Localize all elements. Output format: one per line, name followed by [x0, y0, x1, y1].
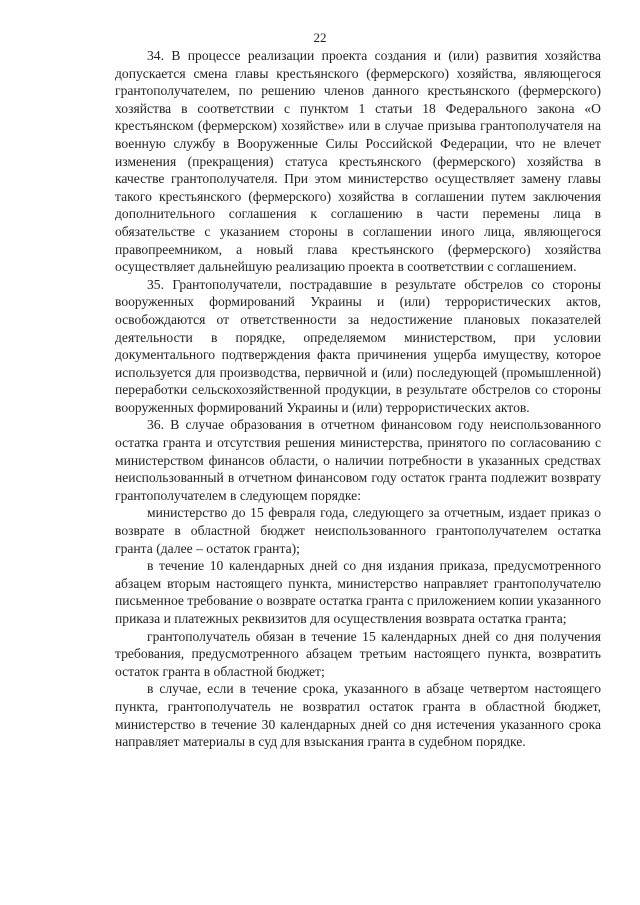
paragraph-36: 36. В случае образования в отчетном финансовом году неиспользованного остатка гранта и отсутствия решения министерства, принятого по согласованию с министерством финансов области, о наличии потребности в указанных средствах неиспользованный в отчетном финансовом году остаток гранта подлежит возврату грантополучателем в следующем порядке: — [115, 417, 601, 503]
paragraph-36-subclause-1: министерство до 15 февраля года, следующего за отчетным, издает приказ о возврате в областной бюджет неиспользованного грантополучателем остатка гранта (далее – остаток гранта); — [115, 505, 601, 556]
paragraph-36-subclause-3: грантополучатель обязан в течение 15 календарных дней со дня получения требования, предусмотренного абзацем третьим настоящего пункта, возвратить остаток гранта в областной бюджет; — [115, 628, 601, 679]
paragraph-35: 35. Грантополучатели, пострадавшие в результате обстрелов со стороны вооруженных формирований Украины и (или) террористических актов, освобождаются от ответственности за недостижение плановых показателей деятельности в порядке, определяемом министерством, при условии документального подтверждения факта причинения ущерба имуществу, которое используется для производства, первичной и (или) последующей (промышленной) переработки сельскохозяйственной продукции, в результате обстрелов со стороны вооруженных формирований Украины и (или) террористических актов. — [115, 276, 601, 415]
paragraph-36-subclause-2: в течение 10 календарных дней со дня издания приказа, предусмотренного абзацем вторым настоящего пункта, министерство направляет грантополучателю письменное требование о возврате остатка гранта с приложением копии указанного приказа и платежных реквизитов для осуществления возврата остатка гранта; — [115, 558, 601, 626]
paragraph-36-subclause-4: в случае, если в течение срока, указанного в абзаце четвертом настоящего пункта, грантополучатель не возвратил остаток гранта в областной бюджет, министерство в течение 30 календарных дней со дня истечения указанного срока направляет материалы в суд для взыскания гранта в судебном порядке. — [115, 681, 601, 750]
paragraph-34: 34. В процессе реализации проекта создания и (или) развития хозяйства допускается смена главы крестьянского (фермерского) хозяйства, являющегося грантополучателем, по решению членов данного крестьянского (фермерского) хозяйства в соответствии с пунктом 1 статьи 18 Федерального закона «О крестьянском (фермерском) хозяйстве» или в случае призыва грантополучателя на военную службу в Вооруженные Силы Российской Федерации, что не влечет изменения (прекращения) статуса крестьянского (фермерского) хозяйства в качестве грантополучателя. При этом министерство осуществляет замену главы такого крестьянского (фермерского) хозяйства в соглашении путем заключения дополнительного соглашения к соглашению в части перемены лица в обязательстве с указанием стороны в соглашении иного лица, являющегося правопреемником, а новый глава крестьянского (фермерского) хозяйства осуществляет дальнейшую реализацию проекта в соответствии с соглашением. — [115, 48, 601, 275]
page-number: 22 — [313, 30, 327, 45]
document-body — [115, 47, 601, 751]
